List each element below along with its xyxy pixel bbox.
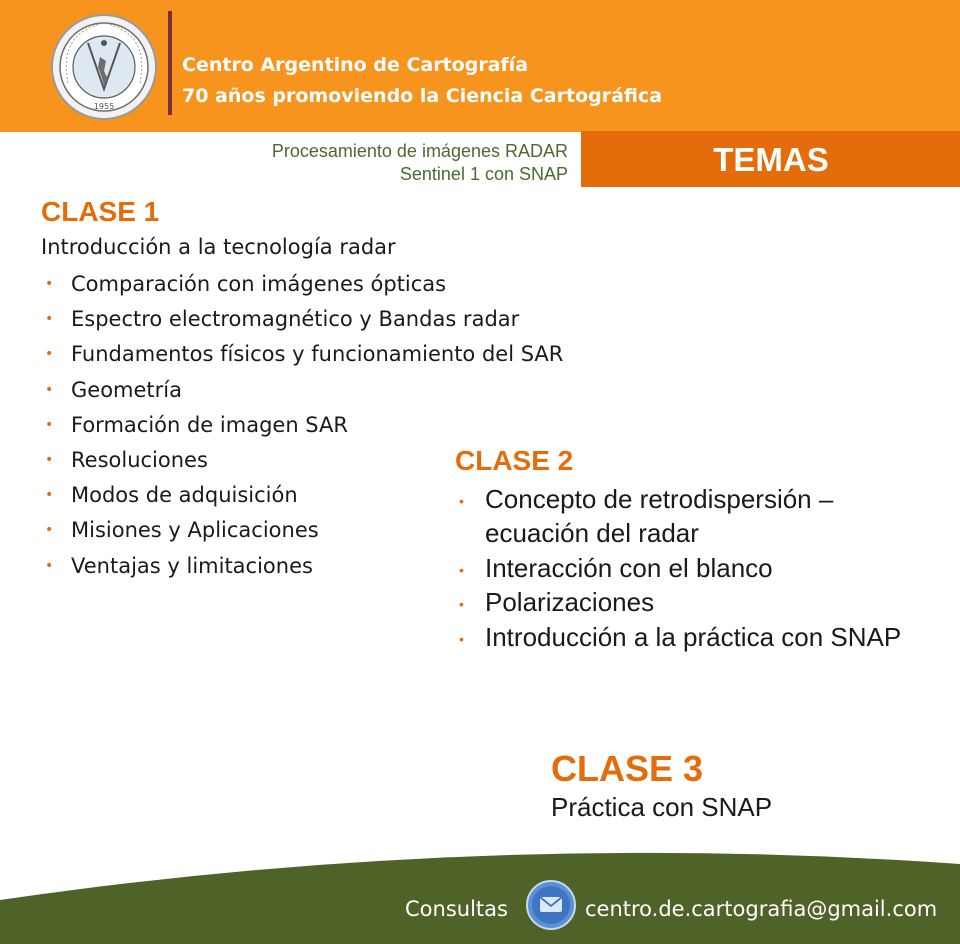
bullet-icon: • bbox=[45, 522, 54, 539]
list-item: • Fundamentos físicos y funcionamiento del SAR bbox=[41, 339, 563, 374]
list-item: • Modos de adquisición bbox=[41, 480, 563, 515]
list-item: • Introducción a la práctica con SNAP bbox=[455, 620, 915, 654]
course-line-2: Sentinel 1 con SNAP bbox=[399, 164, 568, 184]
temas-banner bbox=[581, 131, 960, 187]
bullet-icon: • bbox=[45, 557, 54, 574]
list-item: • Espectro electromagnético y Bandas radar bbox=[41, 304, 563, 339]
bullet-icon: • bbox=[45, 381, 54, 398]
course-line-1: Procesamiento de imágenes RADAR bbox=[271, 141, 568, 161]
clase3-title: CLASE 3 bbox=[551, 748, 704, 789]
mail-icon[interactable] bbox=[526, 880, 576, 930]
list-item: • Resoluciones bbox=[41, 445, 563, 480]
clase1-title: CLASE 1 bbox=[41, 196, 160, 227]
bullet-icon: • bbox=[45, 451, 54, 468]
bullet-icon: • bbox=[45, 416, 54, 433]
logo-year: 1955 bbox=[93, 102, 115, 111]
clase2-title: CLASE 2 bbox=[455, 445, 574, 476]
clase1-subtitle: Introducción a la tecnología radar bbox=[41, 235, 396, 259]
logo-seal bbox=[48, 13, 160, 121]
list-item: • Formación de imagen SAR bbox=[41, 410, 563, 445]
list-item: • Ventajas y limitaciones bbox=[41, 551, 563, 586]
clase3-subtitle: Práctica con SNAP bbox=[551, 792, 773, 822]
list-item: • Comparación con imágenes ópticas bbox=[41, 269, 563, 304]
header-divider bbox=[168, 11, 172, 115]
clase2-list bbox=[455, 482, 915, 654]
bullet-icon: • bbox=[459, 493, 464, 509]
bullet-icon: • bbox=[459, 561, 464, 578]
course-title bbox=[272, 140, 568, 186]
bullet-icon: • bbox=[45, 487, 54, 504]
list-item: • Polarizaciones bbox=[455, 585, 915, 619]
temas-title: TEMAS bbox=[713, 141, 829, 178]
list-item: • Interacción con el blanco bbox=[455, 551, 915, 585]
bullet-icon: • bbox=[459, 630, 464, 647]
org-tagline: 70 años promoviendo la Ciencia Cartográfica bbox=[182, 85, 663, 107]
header-banner bbox=[0, 0, 960, 132]
list-item: • Misiones y Aplicaciones bbox=[41, 515, 563, 550]
bullet-icon: • bbox=[45, 276, 54, 292]
bullet-icon: • bbox=[459, 596, 464, 612]
email-link[interactable]: centro.de.cartografia@gmail.com bbox=[585, 897, 938, 921]
org-name: Centro Argentino de Cartografía bbox=[182, 54, 529, 76]
list-item: • Geometría bbox=[41, 375, 563, 410]
bullet-icon: • bbox=[45, 346, 54, 363]
consultas-label: Consultas bbox=[405, 897, 508, 921]
list-item: • Concepto de retrodispersión – ecuación del radar bbox=[459, 484, 834, 548]
bullet-icon: • bbox=[45, 311, 54, 328]
